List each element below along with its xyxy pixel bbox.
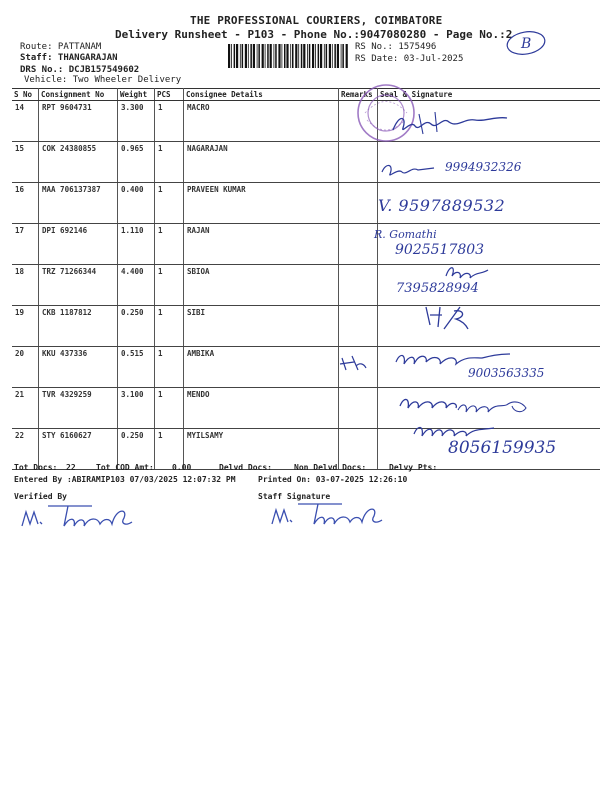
cell-sno: 21 (12, 388, 39, 429)
printed-on: Printed On: 03-07-2025 12:26:10 (258, 475, 408, 484)
table-row (12, 142, 600, 183)
cell-consignment: CKB 1187812 (39, 306, 118, 347)
delivered-docs-label: Delvd Docs: (219, 463, 272, 472)
drs-label: DRS No.: DCJB157549602 (20, 65, 140, 75)
cell-signature (378, 224, 600, 265)
courier-seal-stamp (355, 82, 417, 144)
table-row (12, 101, 600, 142)
rs-date: RS Date: 03-Jul-2025 (355, 54, 464, 64)
cell-sno: 19 (12, 306, 39, 347)
header-consignment: Consignment No (39, 89, 118, 101)
cell-signature (378, 142, 600, 183)
cell-consignment: TRZ 71266344 (39, 265, 118, 306)
table-row (12, 183, 600, 224)
cell-remarks (339, 183, 378, 224)
cell-weight: 0.250 (118, 429, 155, 470)
cell-weight: 3.300 (118, 101, 155, 142)
cell-pcs: 1 (155, 306, 184, 347)
cell-consignment: STY 6160627 (39, 429, 118, 470)
verified-by-label: Verified By (14, 492, 67, 501)
table-row (12, 388, 600, 429)
cell-weight: 0.965 (118, 142, 155, 183)
table-header-row (12, 89, 600, 101)
svg-text:B: B (521, 36, 532, 52)
cell-consignee: PRAVEEN KUMAR (184, 183, 339, 224)
cell-consignee: NAGARAJAN (184, 142, 339, 183)
cell-signature (378, 347, 600, 388)
header-consignee: Consignee Details (184, 89, 339, 101)
cell-pcs: 1 (155, 101, 184, 142)
cell-pcs: 1 (155, 347, 184, 388)
cell-remarks (339, 224, 378, 265)
cell-weight: 3.100 (118, 388, 155, 429)
cell-consignee: SBIOA (184, 265, 339, 306)
delivery-points-label: Delvy Pts: (389, 463, 438, 472)
route-label: Route: PATTANAM (20, 42, 102, 52)
handwritten-phone-row-22: 8056159935 (448, 438, 557, 458)
cell-signature (378, 388, 600, 429)
cell-remarks (339, 265, 378, 306)
cell-weight: 4.400 (118, 265, 155, 306)
cell-weight: 0.400 (118, 183, 155, 224)
cell-consignment: RPT 9604731 (39, 101, 118, 142)
cell-consignment: COK 24380855 (39, 142, 118, 183)
cell-consignment: DPI 692146 (39, 224, 118, 265)
table-row (12, 347, 600, 388)
total-docs-value: 22 (66, 463, 76, 472)
header-weight: Weight (118, 89, 155, 101)
cell-pcs: 1 (155, 429, 184, 470)
staff-label: Staff: THANGARAJAN (20, 53, 118, 63)
cell-pcs: 1 (155, 183, 184, 224)
table-row (12, 306, 600, 347)
handwritten-phone-row-17: 9025517803 (395, 242, 485, 258)
total-cod-label: Tot COD Amt: (96, 463, 154, 472)
rs-no: RS No.: 1575496 (355, 42, 437, 52)
vehicle-label: Vehicle: Two Wheeler Delivery (24, 75, 182, 85)
cell-weight: 0.515 (118, 347, 155, 388)
cell-pcs: 1 (155, 142, 184, 183)
non-delivered-docs-label: Non Delvd Docs: (294, 463, 367, 472)
cell-sno: 14 (12, 101, 39, 142)
company-title: THE PROFESSIONAL COURIERS, COIMBATORE (190, 14, 443, 27)
barcode (228, 44, 348, 68)
runsheet-table (12, 88, 600, 470)
cell-sno: 22 (12, 429, 39, 470)
cell-sno: 20 (12, 347, 39, 388)
cell-weight: 1.110 (118, 224, 155, 265)
cell-remarks (339, 142, 378, 183)
handwritten-phone-row-18: 7395828994 (396, 281, 479, 296)
cell-signature (378, 183, 600, 224)
circled-b-mark (505, 30, 547, 56)
cell-pcs: 1 (155, 224, 184, 265)
cell-signature (378, 306, 600, 347)
cell-sno: 17 (12, 224, 39, 265)
handwritten-phone-row-15: 9994932326 (445, 160, 522, 174)
runsheet-subtitle: Delivery Runsheet - P103 - Phone No.:9047080280 - Page No.:2 (115, 28, 513, 41)
table-row (12, 224, 600, 265)
total-cod-value: 0.00 (172, 463, 192, 472)
handwritten-phone-row-20: 9003563335 (468, 366, 545, 380)
entered-by: Entered By :ABIRAMIP103 07/03/2025 12:07:32 PM (14, 475, 236, 484)
cell-consignee: RAJAN (184, 224, 339, 265)
cell-weight: 0.250 (118, 306, 155, 347)
verified-by-signature (18, 500, 136, 532)
cell-sno: 18 (12, 265, 39, 306)
cell-signature (378, 265, 600, 306)
header-seal-signature: Seal & Signature (378, 89, 600, 101)
cell-consignment: MAA 706137387 (39, 183, 118, 224)
header-sno: S No (12, 89, 39, 101)
header-pcs: PCS (155, 89, 184, 101)
cell-consignee: MYILSAMY (184, 429, 339, 470)
handwritten-name-row-17: R. Gomathi (374, 228, 437, 241)
cell-remarks (339, 306, 378, 347)
cell-remarks (339, 347, 378, 388)
cell-consignment: KKU 437336 (39, 347, 118, 388)
cell-consignee: MENDO (184, 388, 339, 429)
cell-consignee: AMBIKA (184, 347, 339, 388)
table-row (12, 265, 600, 306)
cell-remarks (339, 388, 378, 429)
header-remarks: Remarks (339, 89, 378, 101)
cell-sno: 15 (12, 142, 39, 183)
cell-consignee: SIBI (184, 306, 339, 347)
handwritten-phone-row-16: V. 9597889532 (378, 196, 506, 215)
cell-consignee: MACRO (184, 101, 339, 142)
staff-signature-label: Staff Signature (258, 492, 331, 501)
cell-pcs: 1 (155, 265, 184, 306)
cell-sno: 16 (12, 183, 39, 224)
staff-signature (268, 498, 386, 530)
cell-consignment: TVR 4329259 (39, 388, 118, 429)
cell-pcs: 1 (155, 388, 184, 429)
total-docs-label: Tot Docs: (14, 463, 58, 472)
